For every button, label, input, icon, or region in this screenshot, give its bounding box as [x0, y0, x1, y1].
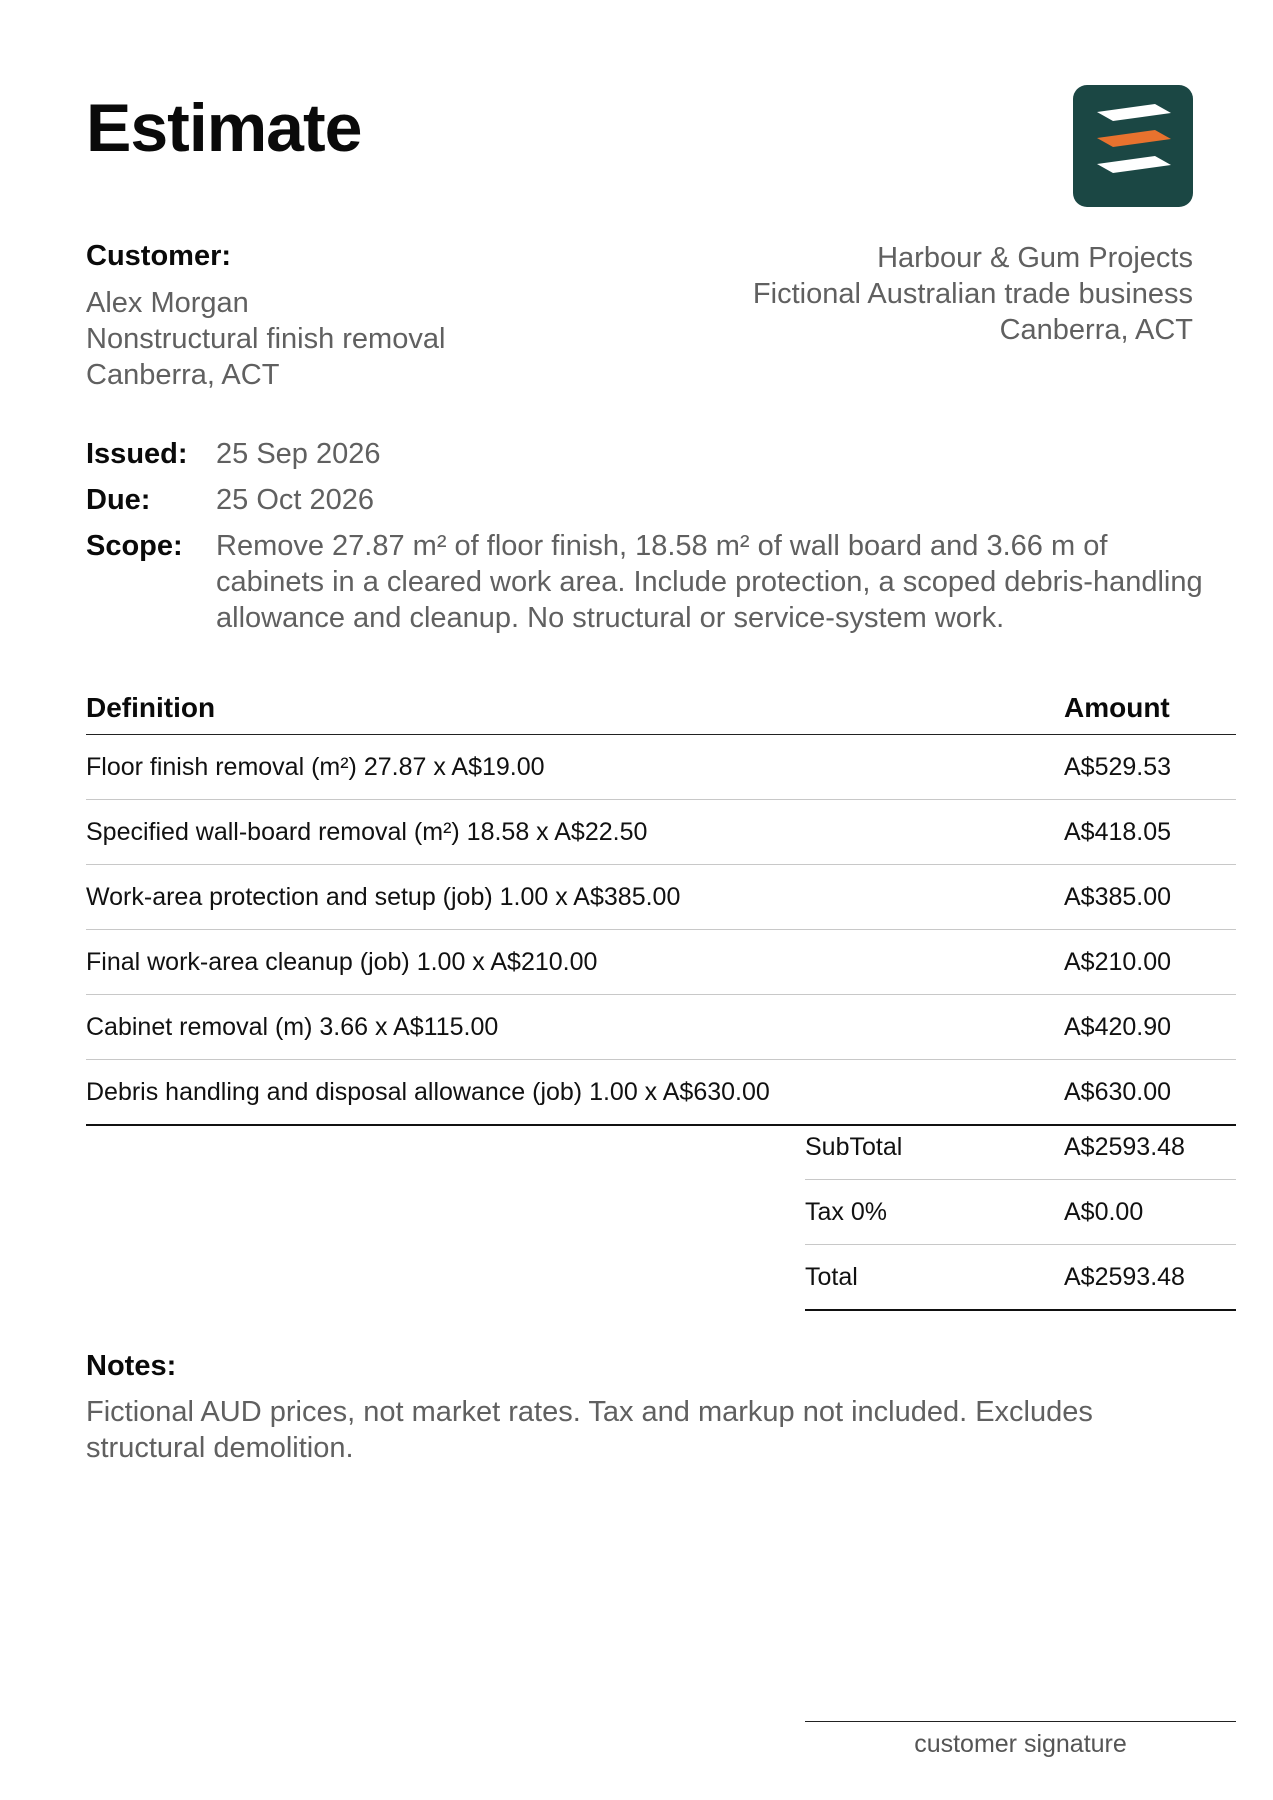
- table-row: [86, 930, 1236, 995]
- item-amount: A$210.00: [1064, 947, 1172, 976]
- item-amount: A$420.90: [1064, 1012, 1172, 1041]
- item-definition: Cabinet removal (m) 3.66 x A$115.00: [86, 1012, 499, 1041]
- tax-value: A$0.00: [1064, 1197, 1144, 1226]
- customer-name: Alex Morgan: [86, 287, 249, 319]
- signature-line: [805, 1721, 1236, 1722]
- amount-header: Amount: [1064, 692, 1170, 723]
- item-amount: A$630.00: [1064, 1077, 1172, 1106]
- customer-details: [86, 285, 445, 393]
- signature-label: customer signature: [914, 1730, 1127, 1758]
- total-row: [805, 1245, 1236, 1311]
- business-logo: [1073, 85, 1193, 207]
- total-value: A$2593.48: [1064, 1262, 1185, 1291]
- document-title: Estimate: [86, 90, 362, 166]
- item-definition: Debris handling and disposal allowance (job) 1.00 x A$630.00: [86, 1077, 770, 1106]
- table-row: [86, 735, 1236, 800]
- stacked-layers-logo-icon: [1073, 85, 1193, 207]
- estimate-meta: [86, 436, 1206, 646]
- business-name: Harbour & Gum Projects: [877, 242, 1193, 274]
- business-description: Fictional Australian trade business: [752, 278, 1193, 310]
- notes-label: Notes:: [86, 1350, 177, 1382]
- table-row: [86, 995, 1236, 1060]
- item-definition: Floor finish removal (m²) 27.87 x A$19.00: [86, 752, 545, 781]
- due-row: [86, 482, 1206, 518]
- issued-value: 25 Sep 2026: [216, 438, 381, 470]
- line-items-table: [86, 686, 1236, 1126]
- item-definition: Final work-area cleanup (job) 1.00 x A$210.00: [86, 947, 598, 976]
- due-value: 25 Oct 2026: [216, 484, 374, 516]
- total-label: Total: [805, 1262, 858, 1291]
- tax-label: Tax 0%: [805, 1197, 887, 1226]
- table-row: [86, 800, 1236, 865]
- item-definition: Specified wall-board removal (m²) 18.58 x A$22.50: [86, 817, 648, 846]
- business-location: Canberra, ACT: [999, 314, 1193, 346]
- item-amount: A$529.53: [1064, 752, 1172, 781]
- totals-block: [805, 1115, 1236, 1311]
- subtotal-label: SubTotal: [805, 1132, 903, 1161]
- definition-header: Definition: [86, 692, 216, 723]
- issued-label: Issued:: [86, 438, 188, 470]
- scope-row: [86, 528, 1206, 636]
- scope-value: Remove 27.87 m² of floor finish, 18.58 m² of wall board and 3.66 m of cabinets in a cleared work area. Include protection, a scoped debris-handling allowance and cleanup. No structural or service-system work.: [216, 530, 1203, 634]
- notes-text: Fictional AUD prices, not market rates. Tax and markup not included. Excludes structural demolition.: [86, 1396, 1093, 1464]
- item-amount: A$385.00: [1064, 882, 1172, 911]
- customer-location: Canberra, ACT: [86, 359, 280, 391]
- item-amount: A$418.05: [1064, 817, 1172, 846]
- scope-label: Scope:: [86, 530, 183, 562]
- business-details: [753, 240, 1193, 348]
- customer-label: Customer:: [86, 240, 232, 272]
- customer-job: Nonstructural finish removal: [86, 323, 446, 355]
- table-row: [86, 865, 1236, 930]
- tax-row: [805, 1180, 1236, 1245]
- table-header: [86, 686, 1236, 735]
- item-definition: Work-area protection and setup (job) 1.00 x A$385.00: [86, 882, 681, 911]
- subtotal-value: A$2593.48: [1064, 1132, 1185, 1161]
- subtotal-row: [805, 1115, 1236, 1180]
- issued-row: [86, 436, 1206, 472]
- due-label: Due:: [86, 484, 151, 516]
